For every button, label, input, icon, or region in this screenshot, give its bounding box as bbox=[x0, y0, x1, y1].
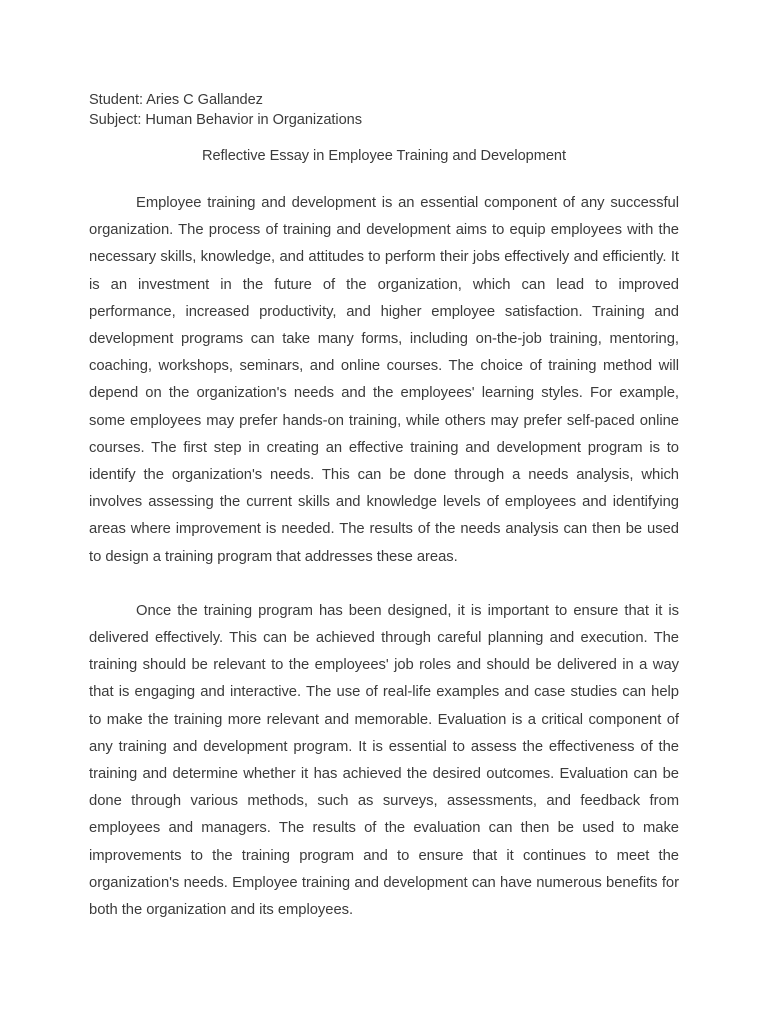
student-info-block bbox=[89, 90, 679, 130]
document-content bbox=[89, 90, 679, 924]
subject-line: Subject: Human Behavior in Organizations bbox=[89, 112, 362, 128]
essay-paragraph: Employee training and development is an essential component of any successful organization. The process of training and development aims to equip employees with the necessary skills, knowledge, and attitudes to perform their jobs effectively and efficiently. It is an investment in the future of the organization, which can lead to improved performance, increased productivity, and higher employee satisfaction. Training and development programs can take many forms, including on-the-job training, mentoring, coaching, workshops, seminars, and online courses. The choice of training method will depend on the organization's needs and the employees' learning styles. For example, some employees may prefer hands-on training, while others may prefer self-paced online courses. The first step in creating an effective training and development program is to identify the organization's needs. This can be done through a needs analysis, which involves assessing the current skills and knowledge levels of employees and identifying areas where improvement is needed. The results of the needs analysis can then be used to design a training program that addresses these areas. bbox=[89, 195, 679, 565]
essay-paragraph: Once the training program has been designed, it is important to ensure that it is delivered effectively. This can be achieved through careful planning and execution. The training should be relevant to the employees' job roles and should be delivered in a way that is engaging and interactive. The use of real-life examples and case studies can help to make the training more relevant and memorable. Evaluation is a critical component of any training and development program. It is essential to assess the effectiveness of the training and determine whether it has achieved the desired outcomes. Evaluation can be done through various methods, such as surveys, assessments, and feedback from employees and managers. The results of the evaluation can then be used to make improvements to the training program and to ensure that it continues to meet the organization's needs. Employee training and development can have numerous benefits for both the organization and its employees. bbox=[89, 602, 679, 919]
essay-title: Reflective Essay in Employee Training and Development bbox=[201, 148, 566, 164]
essay-body bbox=[89, 190, 679, 924]
student-name-line: Student: Aries C Gallandez bbox=[89, 92, 263, 108]
